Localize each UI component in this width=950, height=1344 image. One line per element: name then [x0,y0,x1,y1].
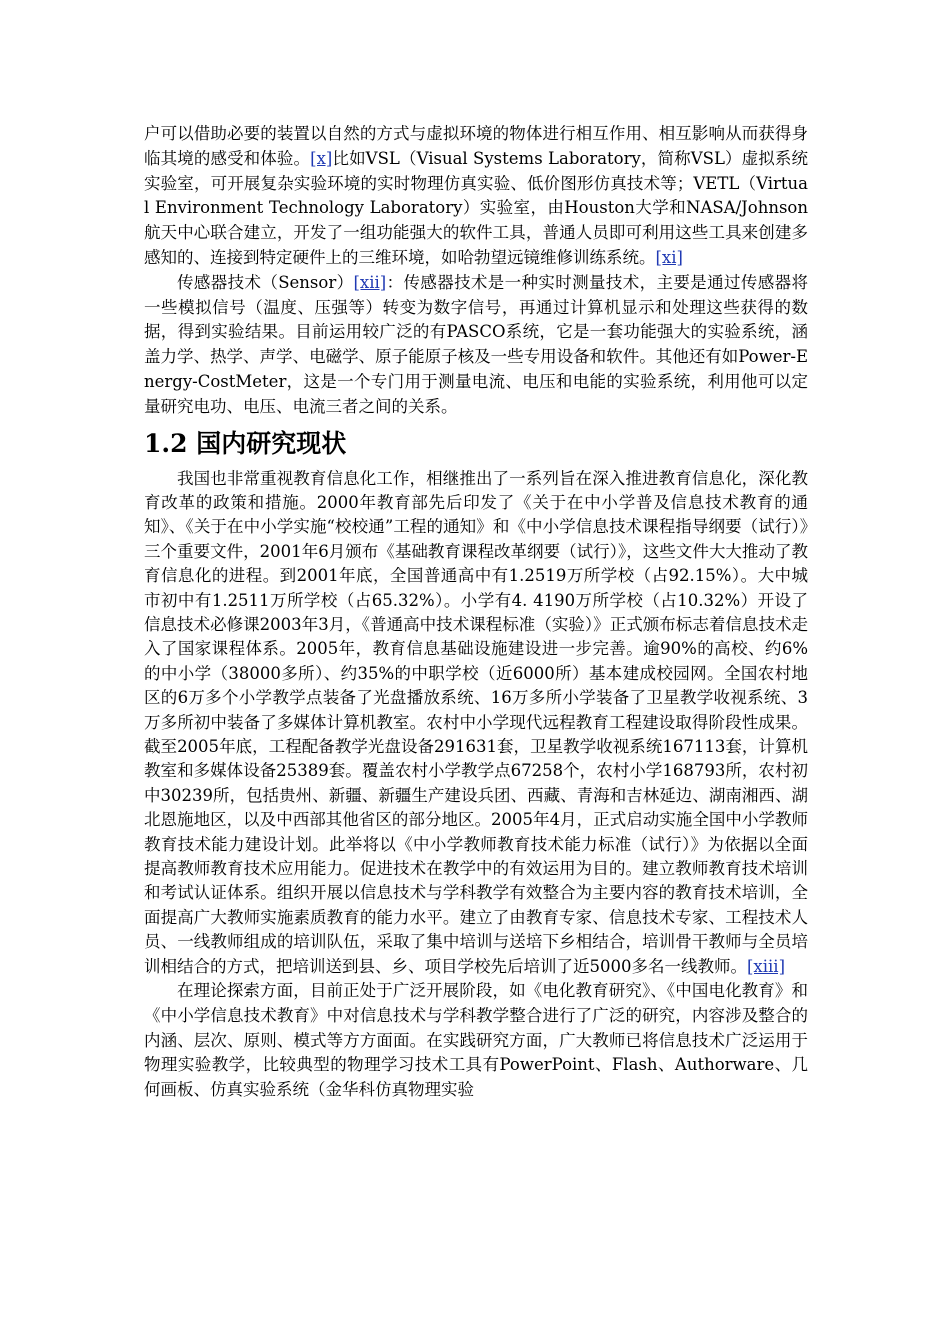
citation-link-x[interactable]: [x] [310,148,333,168]
paragraph-sensor-tech [144,271,808,420]
paragraph-text: 我国也非常重视教育信息化工作，相继推出了一系列旨在深入推进教育信息化，深化教育改革的政策和措施。2000年教育部先后印发了《关于在中小学普及信息技术教育的通知》、《关于在中小学实施“校校通”工程的通知》和《中小学信息技术课程指导纲要（试行）》三个重要文件，2001年6月颁布《基础教育课程改革纲要（试行）》，这些文件大大推动了教育信息化的进程。到2001年底，全国普通高中有1.2519万所学校（占92.15%）。大中城市初中有1.2511万所学校（占65.32%）。小学有4. 4190万所学校（占10.32%）开设了信息技术必修课2003年3月，《普通高中技术课程标准（实验）》正式颁布标志着信息技术走入了国家课程体系。2005年，教育信息基础设施建设进一步完善。逾90%的高校、约6%的中小学（38000多所）、约35%的中职学校（近6000所）基本建成校园网。全国农村地区的6万多个小学教学点装备了光盘播放系统、16万多所小学装备了卫星教学收视系统、3万多所初中装备了多媒体计算机教室。农村中小学现代远程教育工程建设取得阶段性成果。截至2005年底，工程配备教学光盘设备291631套，卫星教学收视系统167113套，计算机教室和多媒体设备25389套。覆盖农村小学教学点67258个，农村小学168793所，农村初中30239所，包括贵州、新疆、新疆生产建设兵团、西藏、青海和吉林延边、湖南湘西、湖北恩施地区，以及中西部其他省区的部分地区。2005年4月，正式启动实施全国中小学教师教育技术能力建设计划。此举将以《中小学教师教育技术能力标准（试行）》为依据以全面提高教师教育技术应用能力。促进技术在教学中的有效运用为目的。建立教师教育技术培训和考试认证体系。组织开展以信息技术与学科教学有效整合为主要内容的教育技术培训，全面提高广大教师实施素质教育的能力水平。建立了由教育专家、信息技术专家、工程技术人员、一线教师组成的培训队伍，采取了集中培训与送培下乡相结合，培训骨干教师与全员培训相结合的方式，把培训送到县、乡、项目学校先后培训了近5000多名一线教师。 [144,468,808,976]
paragraph-domestic-policy [144,467,808,980]
citation-link-xiii[interactable]: [xiii] [747,956,786,976]
paragraph-text: 户可以借助必要的装置以自然的方式与虚拟环境的物体进行相互作用、相互影响从而获得身临其境的感受和体验。 [144,124,808,168]
paragraph-virtual-lab [144,122,808,271]
paragraph-text: 传感器技术（Sensor） [177,272,354,292]
citation-link-xi[interactable]: [xi] [655,247,683,267]
section-heading: 1.2 国内研究现状 [144,428,347,458]
paragraph-text: ：传感器技术是一种实时测量技术，主要是通过传感器将一些模拟信号（温度、压强等）转变为数字信号，再通过计算机显示和处理这些获得的数据，得到实验结果。目前运用较广泛的有PASCO系统，它是一套功能强大的实验系统，涵盖力学、热学、声学、电磁学、原子能原子核及一些专用设备和软件。其他还有如Power-Energy-CostMeter，这是一个专门用于测量电流、电压和电能的实验系统，利用他可以定量研究电功、电压、电流三者之间的关系。 [144,272,809,416]
paragraph-text: 在理论探索方面，目前正处于广泛开展阶段，如《电化教育研究》、《中国电化教育》和《中小学信息技术教育》中对信息技术与学科教学整合进行了广泛的研究，内容涉及整合的内涵、层次、原则、模式等方方面面。在实践研究方面，广大教师已将信息技术广泛运用于物理实验教学，比较典型的物理学习技术工具有PowerPoint、Flash、Authorware、几何画板、仿真实验系统（金华科仿真物理实验 [144,981,808,1100]
paragraph-text: 比如VSL（Visual Systems Laboratory，简称VSL）虚拟系统实验室，可开展复杂实验环境的实时物理仿真实验、低价图形仿真技术等；VETL（Virtual Environment Technology Laboratory）实验室，由Houston大学和NASA/Johnson航天中心联合建立，开发了一组功能强大的软件工具，普通人员即可利用这些工具来创建多感知的、连接到特定硬件上的三维环境，如哈勃望远镜维修训练系统。 [144,148,809,267]
citation-link-xii[interactable]: [xii] [353,272,387,292]
paragraph-theory-research [144,979,808,1103]
document-body [144,122,808,1103]
